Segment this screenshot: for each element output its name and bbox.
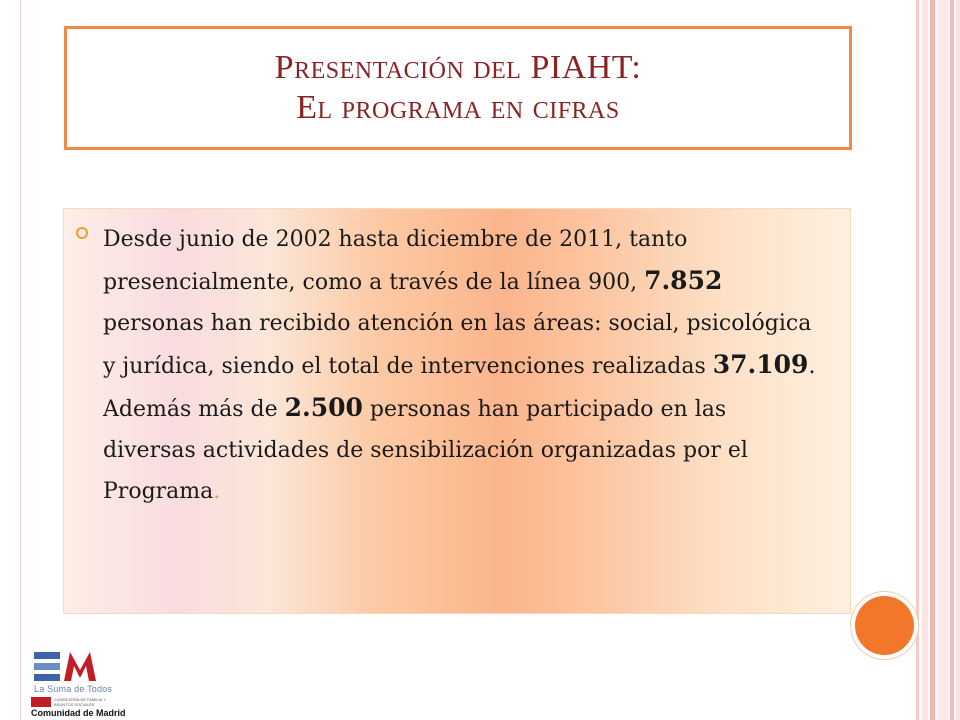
slide-title-box xyxy=(64,26,852,150)
crest-icon xyxy=(31,697,51,707)
decorative-circle xyxy=(855,596,914,655)
text-segment: . Además más de xyxy=(103,354,816,422)
text-segment: Desde junio de 2002 hasta diciembre de 2011, tanto presencialmente, como a través de la línea 900, xyxy=(103,227,688,295)
decorative-stripe xyxy=(916,0,919,720)
content-box xyxy=(63,208,851,614)
text-segment: personas han participado en las diversas actividades de sensibilización organizadas por el Programa xyxy=(103,397,748,504)
decorative-stripe xyxy=(950,0,954,720)
bullet-icon xyxy=(76,227,88,239)
closing-period: . xyxy=(213,479,221,504)
stat-interventions: 37.109 xyxy=(712,350,809,379)
logo-mark xyxy=(34,652,96,681)
logo-tagline: La Suma de Todos xyxy=(34,684,113,694)
logo-department: CONSEJERÍA DE FAMILIA Y ASUNTOS SOCIALES xyxy=(54,697,106,707)
slide-title-line-2: El programa en cifras xyxy=(296,89,620,126)
slide-title-line-1: Presentación del PIAHT: xyxy=(274,49,642,86)
decorative-stripe xyxy=(956,0,960,720)
stat-participants: 2.500 xyxy=(284,393,363,422)
stat-persons-attended: 7.852 xyxy=(644,266,723,295)
decorative-stripe xyxy=(922,0,928,720)
decorative-stripe xyxy=(938,0,948,720)
decorative-stripe xyxy=(930,0,935,720)
body-paragraph xyxy=(103,219,823,512)
logo-region: Comunidad de Madrid xyxy=(31,708,126,718)
text-segment: personas han recibido atención en las áreas: social, psicológica y jurídica, siendo el total de intervenciones realizadas xyxy=(103,311,812,379)
page-border xyxy=(20,0,21,720)
